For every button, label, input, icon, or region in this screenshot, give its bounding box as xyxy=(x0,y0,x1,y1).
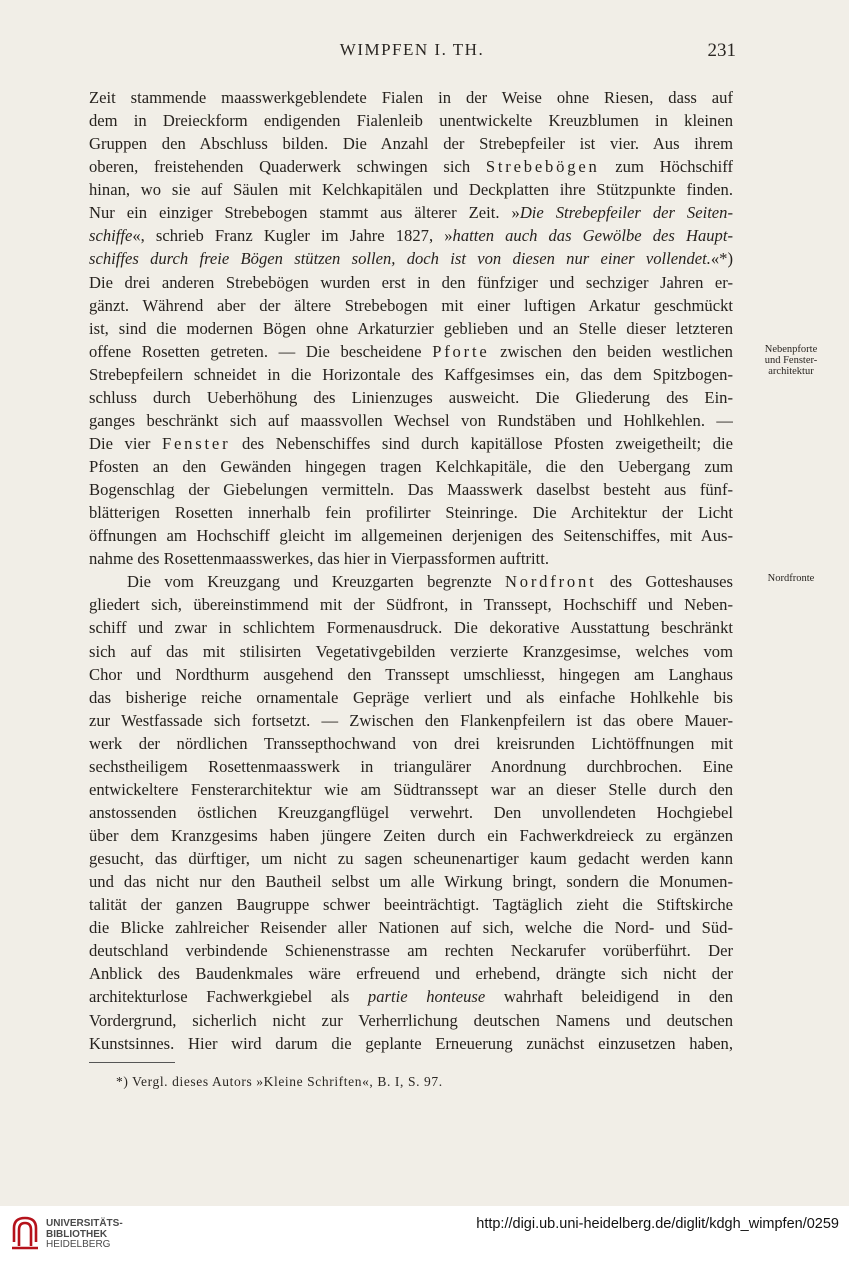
running-title: WIMPFEN I. TH. xyxy=(339,40,485,59)
text-run: des Gotteshauses xyxy=(596,572,733,592)
text-line xyxy=(89,201,733,224)
text-line xyxy=(89,893,733,916)
library-name-line: HEIDELBERG xyxy=(46,1239,111,1250)
spaced-text: Pforte xyxy=(432,341,490,361)
text-run: Nur ein einziger Strebebogen stammt aus älterer Zeit. » xyxy=(89,203,520,223)
text-line xyxy=(89,409,733,432)
italic-text: Die Strebepfeiler der Seiten- xyxy=(519,203,733,223)
text-run: die Blicke zahlreicher Reisender aller Nationen auf sich, welche die Nord- und Süd- xyxy=(89,918,733,938)
text-line xyxy=(89,593,733,616)
text-run: Bogenschlag der Giebelungen vermitteln. Das Maasswerk daselbst besteht aus fünf- xyxy=(89,480,733,500)
page-number: 231 xyxy=(707,40,736,61)
text-run: nahme des Rosettenmaasswerkes, das hier in Vierpassformen auftritt. xyxy=(89,549,549,569)
text-run: und das nicht nur den Bautheil selbst um alle Wirkung bringt, sondern die Monumen- xyxy=(89,872,733,892)
text-run: Pfosten an den Gewänden hingegen tragen Kelchkapitäle, die den Uebergang zum xyxy=(89,457,733,476)
text-line xyxy=(89,916,733,939)
margin-note-nordfronte: Nordfronte xyxy=(767,573,815,584)
text-run: deutschland verbindende Schienenstrasse am rechten Neckarufer vorüberführt. Der xyxy=(89,941,733,961)
text-line xyxy=(89,755,733,778)
text-line xyxy=(89,985,733,1008)
text-run: «, schrieb Franz Kugler im Jahre 1827, » xyxy=(132,226,453,246)
text-line xyxy=(89,294,733,317)
text-line xyxy=(89,709,733,732)
footer-bar xyxy=(0,1206,849,1266)
text-line xyxy=(89,663,733,686)
text-line xyxy=(89,547,733,570)
text-run: gesucht, das dürftiger, um nicht zu sagen scheunenartiger kaum gedacht werden kann xyxy=(89,849,733,869)
text-run: Strebepfeilern schneidet in die Horizontale des Kaffgesimses ein, das dem Spitzbogen- xyxy=(89,364,733,384)
text-run: Zeit stammende maasswerkgeblendete Fialen in der Weise ohne Riesen, dass auf xyxy=(89,88,733,107)
text-line xyxy=(89,178,733,201)
text-run: Gruppen den Abschluss bilden. Die Anzahl der Strebepfeiler ist vier. Aus ihrem xyxy=(89,134,733,154)
text-run: gänzt. Während aber der ältere Strebebogen mit einer luftigen Arkatur geschmückt xyxy=(89,295,733,315)
spaced-text: Strebebögen xyxy=(485,157,600,177)
text-run: sich auf das mit stilisirten Vegetativgebilden verzierte Kranzgesimse, welches vom xyxy=(89,641,733,661)
text-run: Kunstsinnes. Hier wird darum die geplante Erneuerung zunächst einzusetzen haben, xyxy=(89,1033,733,1053)
text-run: das bisherige reiche ornamentale Gepräge verliert und als einfache Hohlkehle bis xyxy=(89,687,733,707)
text-run: sechstheiligem Rosettenmaasswerk in triangulärer Anordnung durchbrochen. Eine xyxy=(89,756,733,776)
margin-note-line: und Fenster- xyxy=(764,355,818,366)
text-line xyxy=(89,939,733,962)
text-run: anstossenden östlichen Kreuzgangflügel verwehrt. Den unvollendeten Hochgiebel xyxy=(89,802,733,822)
text-run: Chor und Nordthurm ausgehend den Transsept umschliesst, hingegen am Langhaus xyxy=(89,664,733,684)
text-line xyxy=(89,109,733,132)
text-run: des Nebenschiffes sind durch kapitällose Pfosten zweigetheilt; die xyxy=(230,433,733,453)
text-line xyxy=(89,524,733,547)
text-line xyxy=(89,432,733,455)
text-line xyxy=(89,847,733,870)
text-line xyxy=(89,501,733,524)
text-run: «*) xyxy=(710,249,733,269)
margin-note-line: Nebenpforte xyxy=(764,344,818,355)
text-line xyxy=(89,455,733,478)
text-line xyxy=(89,616,733,639)
text-line xyxy=(89,870,733,893)
text-line xyxy=(89,686,733,709)
text-run: zwischen den beiden westlichen xyxy=(489,341,733,361)
text-run: ganges beschränkt sich auf maassvollen Wechsel von Rundstäben und Hohlkehlen. — xyxy=(89,410,733,430)
margin-note-line: architektur xyxy=(768,366,814,377)
library-logo-icon xyxy=(10,1212,40,1252)
text-run: Anblick des Baudenkmales wäre erfreuend und erhebend, drängte sich nicht der xyxy=(89,964,733,984)
text-run: zur Westfassade sich fortsetzt. — Zwischen den Flankenpfeilern ist das obere Mauer- xyxy=(89,710,733,730)
running-head xyxy=(88,40,736,66)
text-line xyxy=(89,247,733,270)
text-line xyxy=(89,224,733,247)
text-line xyxy=(89,478,733,501)
library-name-line: UNIVERSITÄTS- xyxy=(46,1218,123,1229)
text-line xyxy=(89,640,733,663)
spaced-text: Fenster xyxy=(161,433,231,453)
text-run: wahrhaft beleidigend in den xyxy=(485,987,733,1007)
margin-note-nebenpforte xyxy=(742,344,840,377)
text-line xyxy=(89,1009,733,1032)
text-run: Die vier xyxy=(89,433,162,453)
text-line xyxy=(89,132,733,155)
footnote-rule xyxy=(89,1062,175,1063)
text-run: Die vom Kreuzgang und Kreuzgarten begrenzte xyxy=(127,572,505,592)
text-run: offene Rosetten getreten. — Die bescheidene xyxy=(89,341,433,361)
text-run: hinan, wo sie auf Säulen mit Kelchkapitälen und Deckplatten ihre Stützpunkte finden. xyxy=(89,180,733,200)
italic-text: hatten auch das Gewölbe des Haupt- xyxy=(452,226,733,246)
text-run: über dem Kranzgesims haben jüngere Zeiten durch ein Fachwerkdreieck zu ergänzen xyxy=(89,826,733,845)
text-line xyxy=(89,271,733,294)
text-line xyxy=(89,801,733,824)
text-line xyxy=(89,340,733,363)
text-line xyxy=(89,732,733,755)
text-line xyxy=(89,317,733,340)
text-run: architekturlose Fachwerkgiebel als xyxy=(89,987,368,1007)
text-line xyxy=(89,1032,733,1055)
text-run: öffnungen am Hochschiff gleicht im allgemeinen derjenigen des Seitenschiffes, mit Aus- xyxy=(89,526,733,546)
text-run: blätterigen Rosetten innerhalb fein profilirter Steinringe. Die Architektur der Licht xyxy=(89,503,733,523)
text-run: entwickeltere Fensterarchitektur wie am Südtranssept war an dieser Stelle durch den xyxy=(89,779,733,799)
library-name xyxy=(46,1219,123,1251)
text-run: zum Höchschiff xyxy=(599,157,733,177)
footnote: *) Vergl. dieses Autors »Kleine Schriften«, B. I, S. 97. xyxy=(116,1074,443,1089)
italic-text: partie honteuse xyxy=(367,987,486,1007)
body-text xyxy=(89,86,733,1055)
text-run: Vordergrund, sicherlich nicht zur Verherrlichung deutschen Namens und deutschen xyxy=(89,1010,733,1030)
text-run: dem in Dreieckform endigenden Fialenleib unentwickelte Kreuzblumen in kleinen xyxy=(89,111,733,131)
library-name-line: BIBLIOTHEK xyxy=(46,1228,108,1240)
text-run: oberen, freistehenden Quaderwerk schwingen sich xyxy=(89,157,486,177)
text-run: schluss durch Ueberhöhung des Linienzuges ausweicht. Die Gliederung des Ein- xyxy=(89,387,733,407)
text-line xyxy=(89,962,733,985)
text-line xyxy=(89,363,733,386)
text-run: werk der nördlichen Transsepthochwand von drei kreisrunden Lichtöffnungen mit xyxy=(89,733,733,753)
spaced-text: Nordfront xyxy=(504,572,597,592)
italic-text: schiffe xyxy=(89,226,133,246)
text-run: gliedert sich, übereinstimmend mit der Südfront, in Transsept, Hochschiff und Neben- xyxy=(89,595,733,615)
italic-text: schiffes durch freie Bögen stützen sollen, doch ist von diesen nur einer vollendet. xyxy=(89,249,711,269)
text-line xyxy=(89,386,733,409)
text-line xyxy=(89,570,733,593)
text-run: ist, sind die modernen Bögen ohne Arkaturzier geblieben und an Stelle dieser letzteren xyxy=(89,318,733,338)
text-line xyxy=(89,86,733,109)
text-run: talität der ganzen Baugruppe schwer beeinträchtigt. Tagtäglich zieht die Stiftskirche xyxy=(89,895,733,915)
text-line xyxy=(89,778,733,801)
text-run: schiff und zwar in schlichtem Formenausdruck. Die dekorative Ausstattung beschränkt xyxy=(89,618,733,638)
text-line xyxy=(89,824,733,847)
text-line xyxy=(89,155,733,178)
source-url-link[interactable]: http://digi.ub.uni-heidelberg.de/diglit/kdgh_wimpfen/0259 xyxy=(476,1216,839,1232)
text-run: Die drei anderen Strebebögen wurden erst in den fünfziger und sechziger Jahren er- xyxy=(89,272,733,292)
